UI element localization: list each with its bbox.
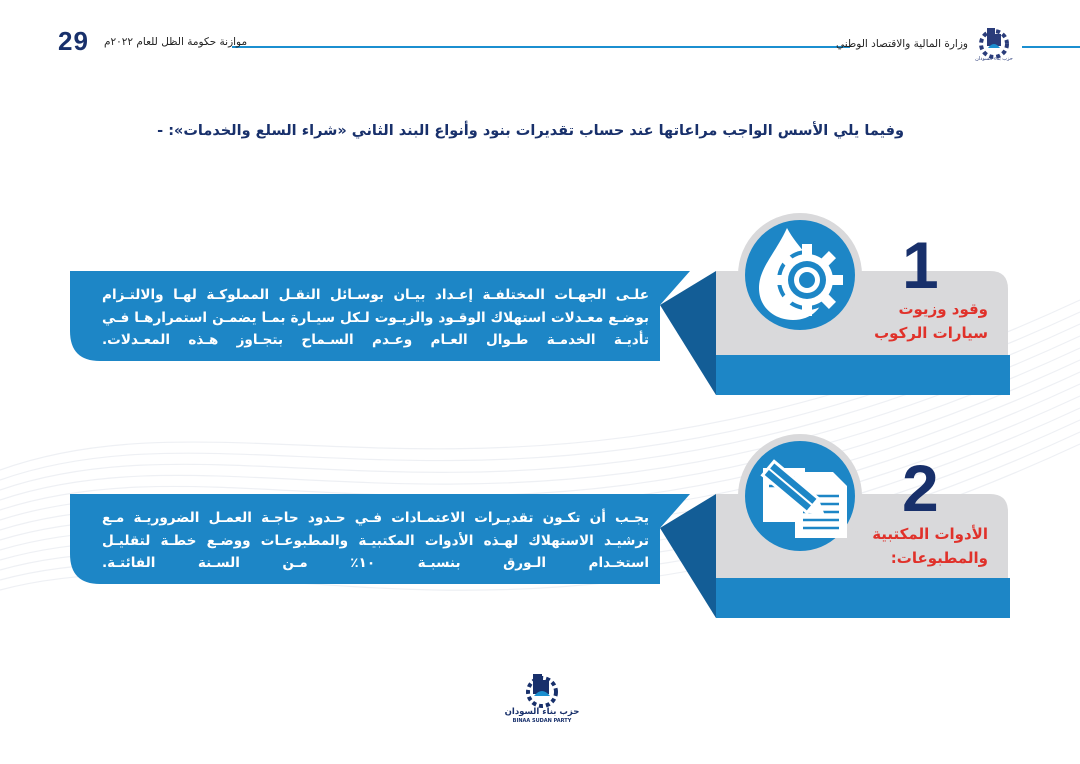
item-1-title-line1: وقود وزيوت xyxy=(898,300,988,318)
item-fuel xyxy=(0,205,1080,405)
header-rule-left xyxy=(232,46,850,48)
item-stationery xyxy=(0,428,1080,628)
ministry-caption: وزارة المالية والاقتصاد الوطني xyxy=(836,38,968,50)
item-1-number: 1 xyxy=(902,228,939,302)
item-2-title xyxy=(872,522,988,570)
budget-caption: موازنة حكومة الظل للعام ٢٠٢٢م xyxy=(104,36,248,48)
item-2-number: 2 xyxy=(902,451,939,525)
footer-logo-caption: حزب بناء السودان xyxy=(504,707,580,717)
header-logo-caption: حزب بناء السودان xyxy=(975,56,1013,62)
item-2-title-line2: والمطبوعات: xyxy=(890,549,988,567)
footer-party-logo-icon xyxy=(520,670,564,710)
fuel-gear-icon xyxy=(745,220,855,330)
item-2-title-line1: الأدوات المكتبية xyxy=(872,525,988,543)
page-number: 29 xyxy=(58,26,89,56)
item-2-text: يجـب أن تكـون تقديـرات الاعتمـادات فـي حـدود حاجـة العمـل الضروريـة مـع ترشيـد الاستهلاك لهـذه الأدوات المكتبيـة والمطبوعـات ووضـع خطـة لتقليـل استخـدام الـورق بنسبـة ١٠٪ مـن السـنة الفائتـة. xyxy=(102,510,650,571)
item-1-title xyxy=(874,297,988,345)
item-1-title-line2: سيارات الركوب xyxy=(874,324,988,342)
header-rule-right xyxy=(1022,46,1080,48)
footer-logo-caption-en: BINAA SUDAN PARTY xyxy=(512,718,572,724)
intro-heading: وفيما يلي الأسس الواجب مراعاتها عند حساب تقديرات بنود وأنواع البند الثاني «شراء السلع والخدمات»: - xyxy=(157,123,904,139)
pencil-document-icon xyxy=(755,446,855,546)
item-1-text: علـى الجهـات المختلفـة إعـداد بيـان بوسـائل النقـل المملوكـة لهـا والالتـزام بوضـع معـدلات استهلاك الوقـود والزيـوت لـكل سيـارة بمـا يضمـن استمرارهـا فـي تأديـة الخدمـة طـوال العـام وعـدم السـماح بتجـاوز هـذه المعـدلات. xyxy=(102,287,649,348)
